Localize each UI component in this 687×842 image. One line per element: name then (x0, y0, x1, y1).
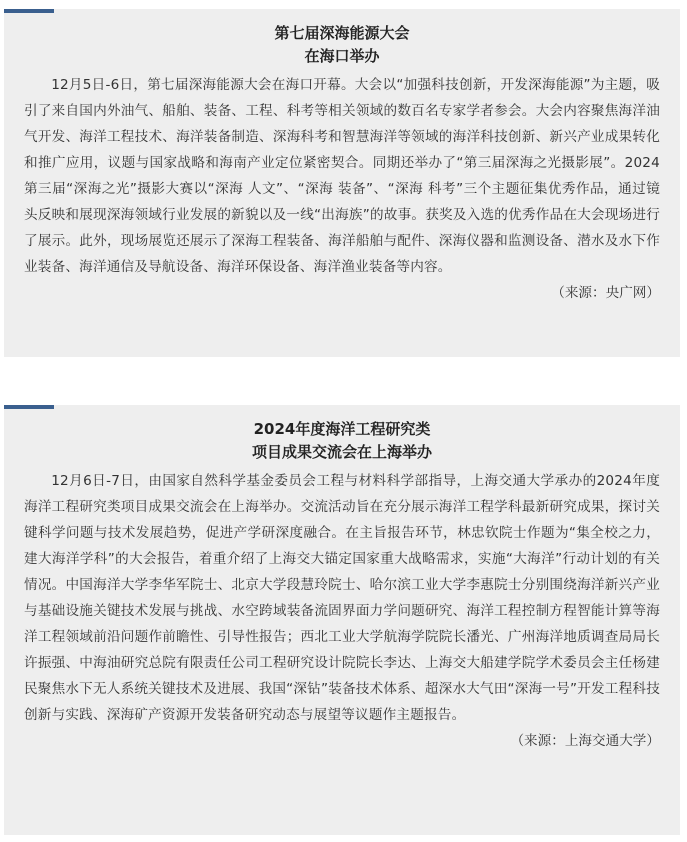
accent-bar (4, 405, 54, 409)
title-line: 项目成果交流会在上海举办 (251, 443, 432, 461)
article-source: （来源：上海交通大学） (510, 733, 660, 749)
article-source: （来源：央广网） (551, 285, 660, 301)
article-title (24, 418, 660, 464)
news-card (4, 405, 680, 835)
title-line: 2024年度海洋工程研究类 (253, 420, 431, 438)
news-card (4, 9, 680, 357)
article-title (24, 22, 660, 68)
accent-bar (4, 9, 54, 13)
title-line: 在海口举办 (304, 47, 380, 65)
article-body: 12月6日-7日，由国家自然科学基金委员会工程与材料科学部指导，上海交通大学承办的2024年度海洋工程研究类项目成果交流会在上海举办。交流活动旨在充分展示海洋工程学科最新研究成果，探讨关键科学问题与技术发展趋势，促进产学研深度融合。在主旨报告环节，林忠钦院士作题为“集全校之力，建大海洋学科”的大会报告，着重介绍了上海交大锚定国家重大战略需求，实施“大海洋”行动计划的有关情况。中国海洋大学李华军院士、北京大学段慧玲院士、哈尔滨工业大学李惠院士分别围绕海洋新兴产业与基础设施关键技术发展与挑战、水空跨域装备流固界面力学问题研究、海洋工程控制方程智能计算等海洋工程领域前沿问题作前瞻性、引导性报告；西北工业大学航海学院院长潘光、广州海洋地质调查局局长许振强、中海油研究总院有限责任公司工程研究设计院院长李达、上海交大船建学院学术委员会主任杨建民聚焦水下无人系统关键技术及进展、我国“深钻”装备技术体系、超深水大气田“深海一号”开发工程科技创新与实践、深海矿产资源开发装备研究动态与展望等议题作主题报告。 (24, 473, 660, 723)
title-line: 第七届深海能源大会 (274, 24, 410, 42)
article-body: 12月5日-6日，第七届深海能源大会在海口开幕。大会以“加强科技创新，开发深海能源”为主题，吸引了来自国内外油气、船舶、装备、工程、科考等相关领域的数百名专家学者参会。大会内容聚焦海洋油气开发、海洋工程技术、海洋装备制造、深海科考和智慧海洋等领域的海洋科技创新、新兴产业成果转化和推广应用，议题与国家战略和海南产业定位紧密契合。同期还举办了“第三届深海之光摄影展”。2024第三届“深海之光”摄影大赛以“深海 人文”、“深海 装备”、“深海 科考”三个主题征集优秀作品，通过镜头反映和展现深海领域行业发展的新貌以及一线“出海族”的故事。获奖及入选的优秀作品在大会现场进行了展示。此外，现场展览还展示了深海工程装备、海洋船舶与配件、深海仪器和监测设备、潜水及水下作业装备、海洋通信及导航设备、海洋环保设备、海洋渔业装备等内容。 (24, 77, 660, 275)
